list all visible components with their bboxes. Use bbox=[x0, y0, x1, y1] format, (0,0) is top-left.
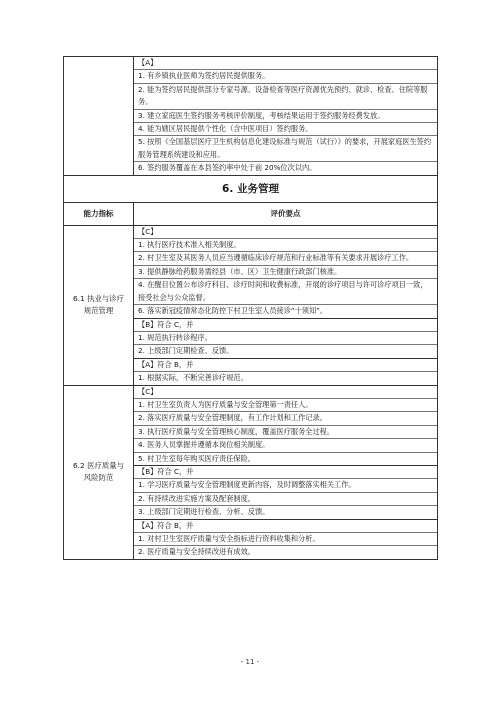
point-item: 3. 提供静脉给药服务需经县（市、区）卫生健康行政部门核准。 bbox=[134, 266, 437, 279]
point-item: 2. 能为签约居民提供部分专家号源、设备检查等医疗资源优先预约、就诊、检查、住院等服务。 bbox=[134, 84, 437, 110]
point-item: 5. 按照《全国基层医疗卫生机构信息化建设标准与规范（试行）》的要求，开展家庭医生签约服务管理系统建设和应用。 bbox=[134, 136, 437, 162]
level-label: 【B】符合 C，并 bbox=[134, 319, 437, 332]
points-cell bbox=[134, 225, 438, 385]
level-block bbox=[134, 519, 437, 559]
level-block bbox=[134, 465, 437, 519]
level-block bbox=[134, 386, 437, 465]
table-row bbox=[64, 225, 438, 385]
level-label: 【B】符合 C，并 bbox=[134, 466, 437, 479]
header-points: 评价要点 bbox=[134, 202, 438, 225]
point-item: 1. 学习医疗质量与安全管理制度更新内容，及时调整落实相关工作。 bbox=[134, 479, 437, 492]
point-item: 3. 上级部门定期进行检查、分析、反馈。 bbox=[138, 507, 270, 517]
point-item: 3. 执行医疗质量与安全管理核心制度，覆盖医疗服务全过程。 bbox=[134, 426, 437, 439]
point-item: 2. 上级部门定期检查、反馈。 bbox=[138, 346, 234, 356]
header-indicator: 能力指标 bbox=[64, 202, 134, 225]
level-label: 【C】 bbox=[134, 226, 437, 239]
level-label: 【A】符合 B，并 bbox=[134, 520, 437, 533]
point-item: 2. 落实医疗质量与安全管理制度，有工作计划和工作记录。 bbox=[134, 412, 437, 425]
level-label: 【A】符合 B，并 bbox=[134, 359, 437, 372]
point-item: 1. 村卫生室负责人为医疗质量与安全管理第一责任人。 bbox=[134, 399, 437, 412]
point-item: 1. 对村卫生室医疗质量与安全指标进行资料收集和分析。 bbox=[134, 533, 437, 546]
top-indicator-cell bbox=[64, 57, 134, 176]
point-item: 1. 执行医疗技术准入相关制度。 bbox=[134, 239, 437, 252]
table-header-row bbox=[64, 202, 438, 225]
point-item: 4. 在醒目位置公布诊疗科目、诊疗时间和收费标准，开展的诊疗项目与许可诊疗项目一致，接受社会与公众监督。 bbox=[134, 279, 437, 305]
page-number: - 11 - bbox=[240, 658, 260, 666]
point-item: 2. 有持续改进实施方案及配套制度。 bbox=[134, 493, 437, 506]
point-item: 6. 签约服务覆盖在本县签约率中处于前 20%位次以内。 bbox=[138, 163, 317, 173]
section-title-row bbox=[64, 175, 438, 202]
level-block bbox=[134, 358, 437, 385]
level-label: 【A】 bbox=[134, 57, 437, 70]
top-points-cell bbox=[134, 57, 438, 176]
point-item: 3. 建立家庭医生签约服务考核评价制度，考核结果运用于签约服务经费发放。 bbox=[134, 110, 437, 123]
section-title: 6. 业务管理 bbox=[64, 175, 438, 202]
level-label: 【C】 bbox=[134, 386, 437, 399]
point-item: 1. 有乡镇执业医师为签约居民提供服务。 bbox=[134, 70, 437, 83]
indicator-cell: 6.1 执业与诊疗规范管理 bbox=[64, 225, 134, 385]
points-cell bbox=[134, 385, 438, 559]
evaluation-table bbox=[63, 56, 438, 560]
point-item: 4. 医务人员掌握并遵循本岗位相关制度。 bbox=[134, 439, 437, 452]
point-item: 2. 医疗质量与安全持续改进有成效。 bbox=[138, 547, 255, 557]
top-continuation-row bbox=[64, 57, 438, 176]
point-item: 1. 根据实际，不断完善诊疗规范。 bbox=[138, 373, 248, 383]
point-item: 6. 落实新冠疫情常态化防控下村卫生室人员接诊“十须知”。 bbox=[138, 306, 328, 316]
point-item: 5. 村卫生室每年购买医疗责任保险。 bbox=[138, 453, 255, 463]
indicator-cell: 6.2 医疗质量与风险防范 bbox=[64, 385, 134, 559]
point-item: 1. 规范执行转诊程序。 bbox=[134, 332, 437, 345]
level-block bbox=[134, 318, 437, 358]
table-row bbox=[64, 385, 438, 559]
document-page bbox=[63, 56, 437, 560]
point-item: 2. 村卫生室及其医务人员应当遵循临床诊疗规范和行业标准等有关要求开展诊疗工作。 bbox=[134, 252, 437, 265]
level-block bbox=[134, 226, 437, 318]
point-item: 4. 能为辖区居民提供个性化（含中医项目）签约服务。 bbox=[134, 123, 437, 136]
